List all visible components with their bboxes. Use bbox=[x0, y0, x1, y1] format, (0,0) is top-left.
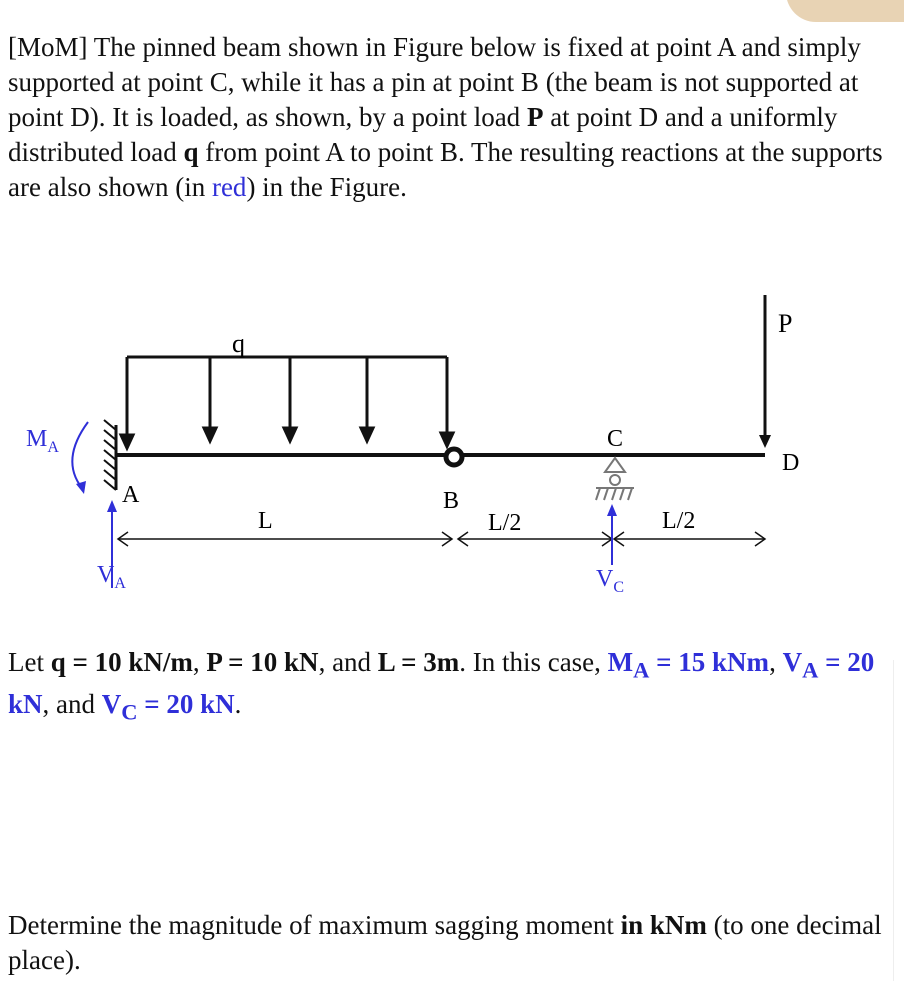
ma-value: $M_A = 15$ kNm bbox=[607, 647, 770, 683]
beam-figure bbox=[0, 280, 904, 610]
label-vc: $V_C$ bbox=[596, 566, 625, 596]
roller-support-c bbox=[596, 458, 634, 500]
edge-line bbox=[893, 660, 894, 981]
label-a: A bbox=[122, 482, 140, 508]
label-d: D bbox=[782, 450, 800, 476]
label-p: P bbox=[778, 309, 793, 338]
label-l: L bbox=[258, 508, 273, 534]
vc-value: $V_C = 20$ kN bbox=[101, 689, 235, 725]
label-q: q bbox=[232, 329, 245, 358]
label-b: B bbox=[443, 488, 460, 514]
va-value: $V_A = 20$ kN bbox=[8, 647, 875, 720]
label-l2-cd: L/2 bbox=[662, 508, 696, 534]
corner-decoration bbox=[786, 0, 904, 22]
given-values: Let q = 10 kN/m, P = 10 kN, and L = 3m. In this case, $M_A = 15$ kNm, $V_A = 20$ kN, and $V_C = 20$ kN. bbox=[8, 647, 875, 725]
pin-b bbox=[446, 449, 462, 465]
label-c: C bbox=[607, 426, 624, 452]
point-load-p bbox=[759, 295, 771, 448]
reaction-ma-arrow bbox=[72, 422, 88, 494]
label-ma: $M_A$ bbox=[26, 426, 59, 456]
fixed-support-a bbox=[104, 420, 116, 490]
question-text: Determine the magnitude of maximum sagging moment in kNm (to one decimal place). bbox=[8, 910, 882, 975]
problem-intro: [MoM] The pinned beam shown in Figure below is fixed at point A and simply supported at point C, while it has a pin at point B (the beam is not supported at point D). It is loaded, as shown, by a point load P at point D and a uniformly distributed load q from point A to point B. The resulting reactions at the supports are also shown (in red) in the Figure. bbox=[8, 32, 883, 202]
red-word: red bbox=[211, 172, 247, 202]
label-va: $V_A$ bbox=[97, 562, 126, 592]
dimension-lines bbox=[118, 532, 765, 546]
reaction-vc-arrow bbox=[607, 504, 617, 565]
distributed-load bbox=[121, 357, 453, 448]
label-l2-bc: L/2 bbox=[488, 510, 522, 536]
